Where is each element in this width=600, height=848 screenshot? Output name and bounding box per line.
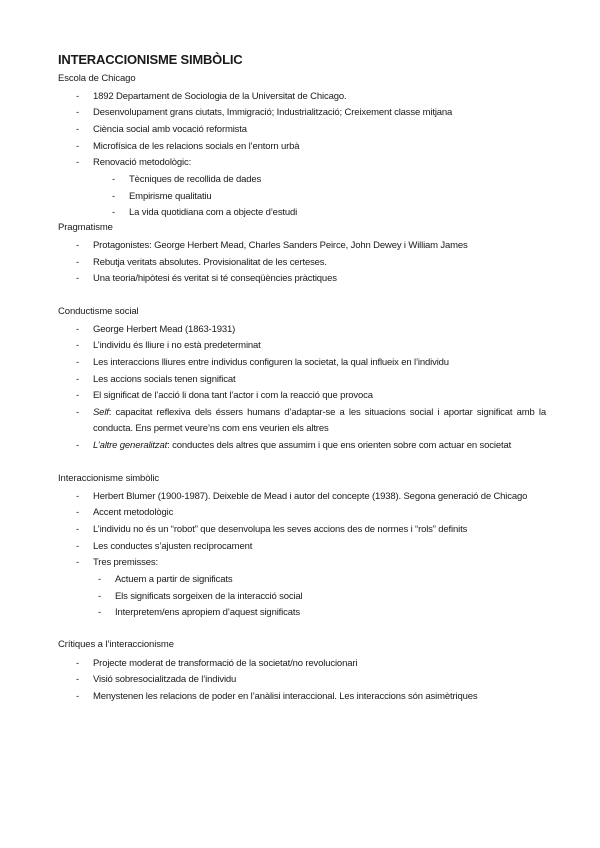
section-heading-pragmatisme: Pragmatisme xyxy=(58,222,113,233)
list-item xyxy=(76,355,546,371)
bullet-dash: - xyxy=(112,191,116,202)
section-heading-critiques: Crítiques a l’interaccionisme xyxy=(58,639,174,650)
list-item-text: Herbert Blumer (1900-1987). Deixeble de Mead i autor del concepte (1938). Segona generació de Chicago xyxy=(93,491,528,502)
list-item-text: Actuem a partir de significats xyxy=(115,574,233,585)
list-item-text: Microfísica de les relacions socials en l’entorn urbà xyxy=(93,141,300,152)
bullet-dash: - xyxy=(76,124,80,135)
list-item-text: Els significats sorgeixen de la interacció social xyxy=(115,591,303,602)
bullet-dash: - xyxy=(76,440,80,451)
list-item xyxy=(76,539,546,555)
bullet-dash: - xyxy=(98,591,102,602)
list-item-text: Les conductes s’ajusten recíprocament xyxy=(93,541,253,552)
bullet-dash: - xyxy=(76,91,80,102)
bullet-dash: - xyxy=(76,524,80,535)
sub-list-item xyxy=(98,589,538,605)
list-item-text: Empirisme qualitatiu xyxy=(129,191,212,202)
bullet-dash: - xyxy=(76,390,80,401)
self-definition: : capacitat reflexiva dels éssers humans d’adaptar-se a les situacions social i aportar significat amb la conducta. Ens permet veure’ns com ens veurien els altres xyxy=(93,407,546,434)
list-item xyxy=(76,105,546,121)
list-item xyxy=(76,388,546,404)
bullet-dash: - xyxy=(76,541,80,552)
list-item-text: George Herbert Mead (1863-1931) xyxy=(93,324,236,335)
term-self: Self xyxy=(93,407,109,418)
list-item xyxy=(76,689,546,705)
bullet-dash: - xyxy=(76,240,80,251)
list-item-text: Protagonistes: George Herbert Mead, Charles Sanders Peirce, John Dewey i William James xyxy=(93,240,468,251)
list-item-text: La vida quotidiana com a objecte d’estudi xyxy=(129,207,298,218)
list-item xyxy=(76,372,546,388)
bullet-dash: - xyxy=(76,157,80,168)
bullet-dash: - xyxy=(76,691,80,702)
document-title: INTERACCIONISME SIMBÒLIC xyxy=(58,52,243,67)
list-item xyxy=(76,139,546,155)
bullet-dash: - xyxy=(76,357,80,368)
list-item-self xyxy=(76,405,546,437)
list-item-text: Projecte moderat de transformació de la societat/no revolucionari xyxy=(93,658,358,669)
list-item-text: Interpretem/ens apropiem d’aquest significats xyxy=(115,607,300,618)
list-item xyxy=(76,255,546,271)
bullet-dash: - xyxy=(98,574,102,585)
list-item xyxy=(76,89,546,105)
list-item-text: Menystenen les relacions de poder en l’anàlisi interaccional. Les interaccions són asimètriques xyxy=(93,691,478,702)
list-item xyxy=(76,656,546,672)
list-item xyxy=(76,338,546,354)
bullet-dash: - xyxy=(112,174,116,185)
list-item-text: Renovació metodològic: xyxy=(93,157,192,168)
bullet-dash: - xyxy=(112,207,116,218)
list-item-text: Tècniques de recollida de dades xyxy=(129,174,262,185)
section-heading-interaccionisme-simbolic: Interaccionisme simbòlic xyxy=(58,473,160,484)
bullet-dash: - xyxy=(76,340,80,351)
list-item-text: Una teoria/hipòtesi és veritat si té conseqüències pràctiques xyxy=(93,273,337,284)
bullet-dash: - xyxy=(76,257,80,268)
bullet-dash: - xyxy=(76,374,80,385)
list-item-text: Accent metodològic xyxy=(93,507,174,518)
list-item-text xyxy=(93,438,546,454)
section-heading-conductisme-social: Conductisme social xyxy=(58,306,139,317)
list-item xyxy=(76,505,546,521)
bullet-dash: - xyxy=(76,324,80,335)
bullet-dash: - xyxy=(76,557,80,568)
list-item xyxy=(76,489,546,505)
list-item xyxy=(76,672,546,688)
list-item xyxy=(76,238,546,254)
sub-list-item xyxy=(112,189,542,205)
list-item xyxy=(76,322,546,338)
list-item-text: Les accions socials tenen significat xyxy=(93,374,236,385)
bullet-dash: - xyxy=(76,407,80,418)
bullet-dash: - xyxy=(76,107,80,118)
list-item-text: Desenvolupament grans ciutats, Immigració; Industrialització; Creixement classe mitjana xyxy=(93,107,453,118)
list-item xyxy=(76,555,546,571)
bullet-dash: - xyxy=(76,141,80,152)
altre-definition: : conductes dels altres que assumim i que ens orienten sobre com actuar en societat xyxy=(167,440,512,451)
list-item-text: Visió sobresocialitzada de l’individu xyxy=(93,674,237,685)
section-heading-escola-chicago: Escola de Chicago xyxy=(58,73,136,84)
list-item-text: 1892 Departament de Sociologia de la Universitat de Chicago. xyxy=(93,91,347,102)
bullet-dash: - xyxy=(76,658,80,669)
sub-list-item xyxy=(98,572,538,588)
bullet-dash: - xyxy=(76,507,80,518)
list-item-text: Tres premisses: xyxy=(93,557,158,568)
list-item-text: Rebutja veritats absolutes. Provisionalitat de les certeses. xyxy=(93,257,327,268)
bullet-dash: - xyxy=(76,491,80,502)
list-item-text: Ciència social amb vocació reformista xyxy=(93,124,247,135)
list-item-altre-generalitzat xyxy=(76,438,546,454)
term-altre-generalitzat: L’altre generalitzat xyxy=(93,440,168,451)
bullet-dash: - xyxy=(76,674,80,685)
list-item-text: Les interaccions lliures entre individus configuren la societat, la qual influeix en l’individu xyxy=(93,357,449,368)
list-item xyxy=(76,122,546,138)
bullet-dash: - xyxy=(98,607,102,618)
sub-list-item xyxy=(112,205,542,221)
list-item xyxy=(76,522,546,538)
list-item-text: L’individu és lliure i no està predeterminat xyxy=(93,340,261,351)
sub-list-item xyxy=(112,172,542,188)
list-item-text: El significat de l’acció li dona tant l’actor i com la reacció que provoca xyxy=(93,390,373,401)
list-item-text xyxy=(93,405,546,437)
sub-list-item xyxy=(98,605,538,621)
list-item xyxy=(76,155,546,171)
bullet-dash: - xyxy=(76,273,80,284)
list-item xyxy=(76,271,546,287)
list-item-text: L’individu no és un “robot” que desenvolupa les seves accions des de normes i “rols” definits xyxy=(93,524,468,535)
